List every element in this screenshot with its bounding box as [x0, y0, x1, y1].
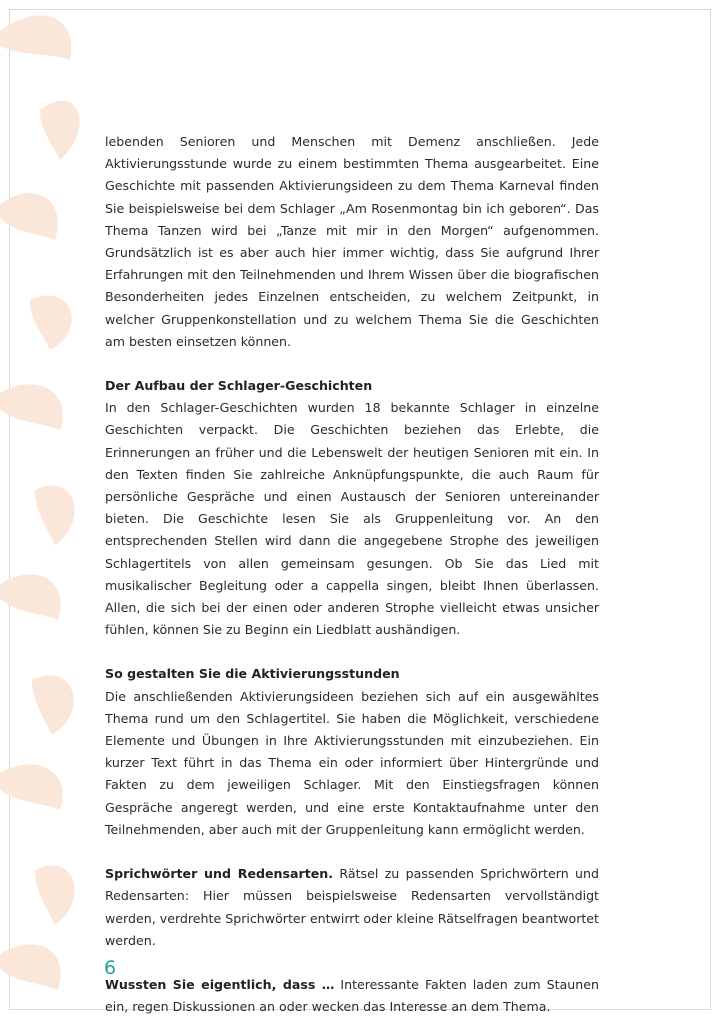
floral-ornament [0, 0, 90, 1020]
section-text-aktivierungsstunden: Die anschließenden Aktivierungsideen beziehen sich auf ein ausgewähltes Thema rund um den Schlagertitel. Sie haben die Möglichkeit, verschiedene Elemente und Übungen in Ihre Aktivierungsstunden mit einzubeziehen. Ein kurzer Text führt in das Thema ein oder informiert über Hintergründe und Fakten zu dem jeweiligen Schlager. Mit den Einstiegsfragen können Gespräche angeregt werden, und eine erste Kontaktaufnahme unter den Teilnehmenden, aber auch mit der Gruppenleitung kann ermöglicht werden. [105, 688, 599, 837]
intro-paragraph: lebenden Senioren und Menschen mit Demenz anschließen. Jede Aktivierungsstunde wurde zu einem bestimmten Thema ausgearbeitet. Eine Geschichte mit passenden Aktivierungsideen zu dem Thema Karneval finden Sie beispielsweise bei dem Schlager „Am Rosenmontag bin ich geboren“. Das Thema Tanzen wird bei „Tanze mit mir in den Morgen“ aufgenommen. Grundsätzlich ist es aber auch hier immer wichtig, dass Sie aufgrund Ihrer Erfahrungen mit den Teilnehmenden und Ihrem Wissen über die biografischen Besonderheiten jedes Einzelnen entscheiden, zu welchem Zeitpunkt, in welcher Gruppenkonstellation und zu welchem Thema Sie die Geschichten am besten einsetzen können. [105, 134, 599, 349]
page-number: 6 [104, 957, 117, 979]
text-sprichwoerter: Rätsel zu passenden Sprichwörtern und Redensarten: Hier müssen beispielsweise Redensarten vervollständigt werden, verdrehte Sprichwörter entwirrt oder kleine Rätselfragen beantwortet werden. [105, 866, 599, 948]
section-wussten-sie [105, 974, 599, 1018]
body-text [105, 131, 599, 1018]
lead-wussten-sie: Wussten Sie eigentlich, dass … [105, 976, 335, 992]
section-text-schlager-geschichten: In den Schlager-Geschichten wurden 18 bekannte Schlager in einzelne Geschichten verpackt. Die Geschichten beziehen das Erlebte, die Erinnerungen an früher und die Lebenswelt der heutigen Senioren mit ein. In den Texten finden Sie zahlreiche Anknüpfungspunkte, die auch Raum für persönliche Gespräche und einen Austausch der Senioren untereinander bieten. Die Geschichte lesen Sie als Gruppenleitung vor. An den entsprechenden Stellen wird dann die angegebene Strophe des jeweiligen Schlagertitels von allen gemeinsam gesungen. Ob Sie das Lied mit musikalischer Begleitung oder a cappella singen, bleibt Ihnen überlassen. Allen, die sich bei der einen oder anderen Strophe vielleicht etwas unsicher fühlen, können Sie zu Beginn ein Liedblatt aushändigen. [105, 400, 599, 638]
lead-sprichwoerter: Sprichwörter und Redensarten. [105, 866, 334, 882]
text-wussten-sie: Interessante Fakten laden zum Staunen ein, regen Diskussionen an oder wecken das Interesse an dem Thema. [105, 976, 599, 1015]
section-heading-aktivierungsstunden: So gestalten Sie die Aktivierungsstunden [105, 666, 400, 682]
section-sprichwoerter [105, 863, 599, 952]
section-heading-schlager-geschichten: Der Aufbau der Schlager-Geschichten [105, 378, 373, 394]
